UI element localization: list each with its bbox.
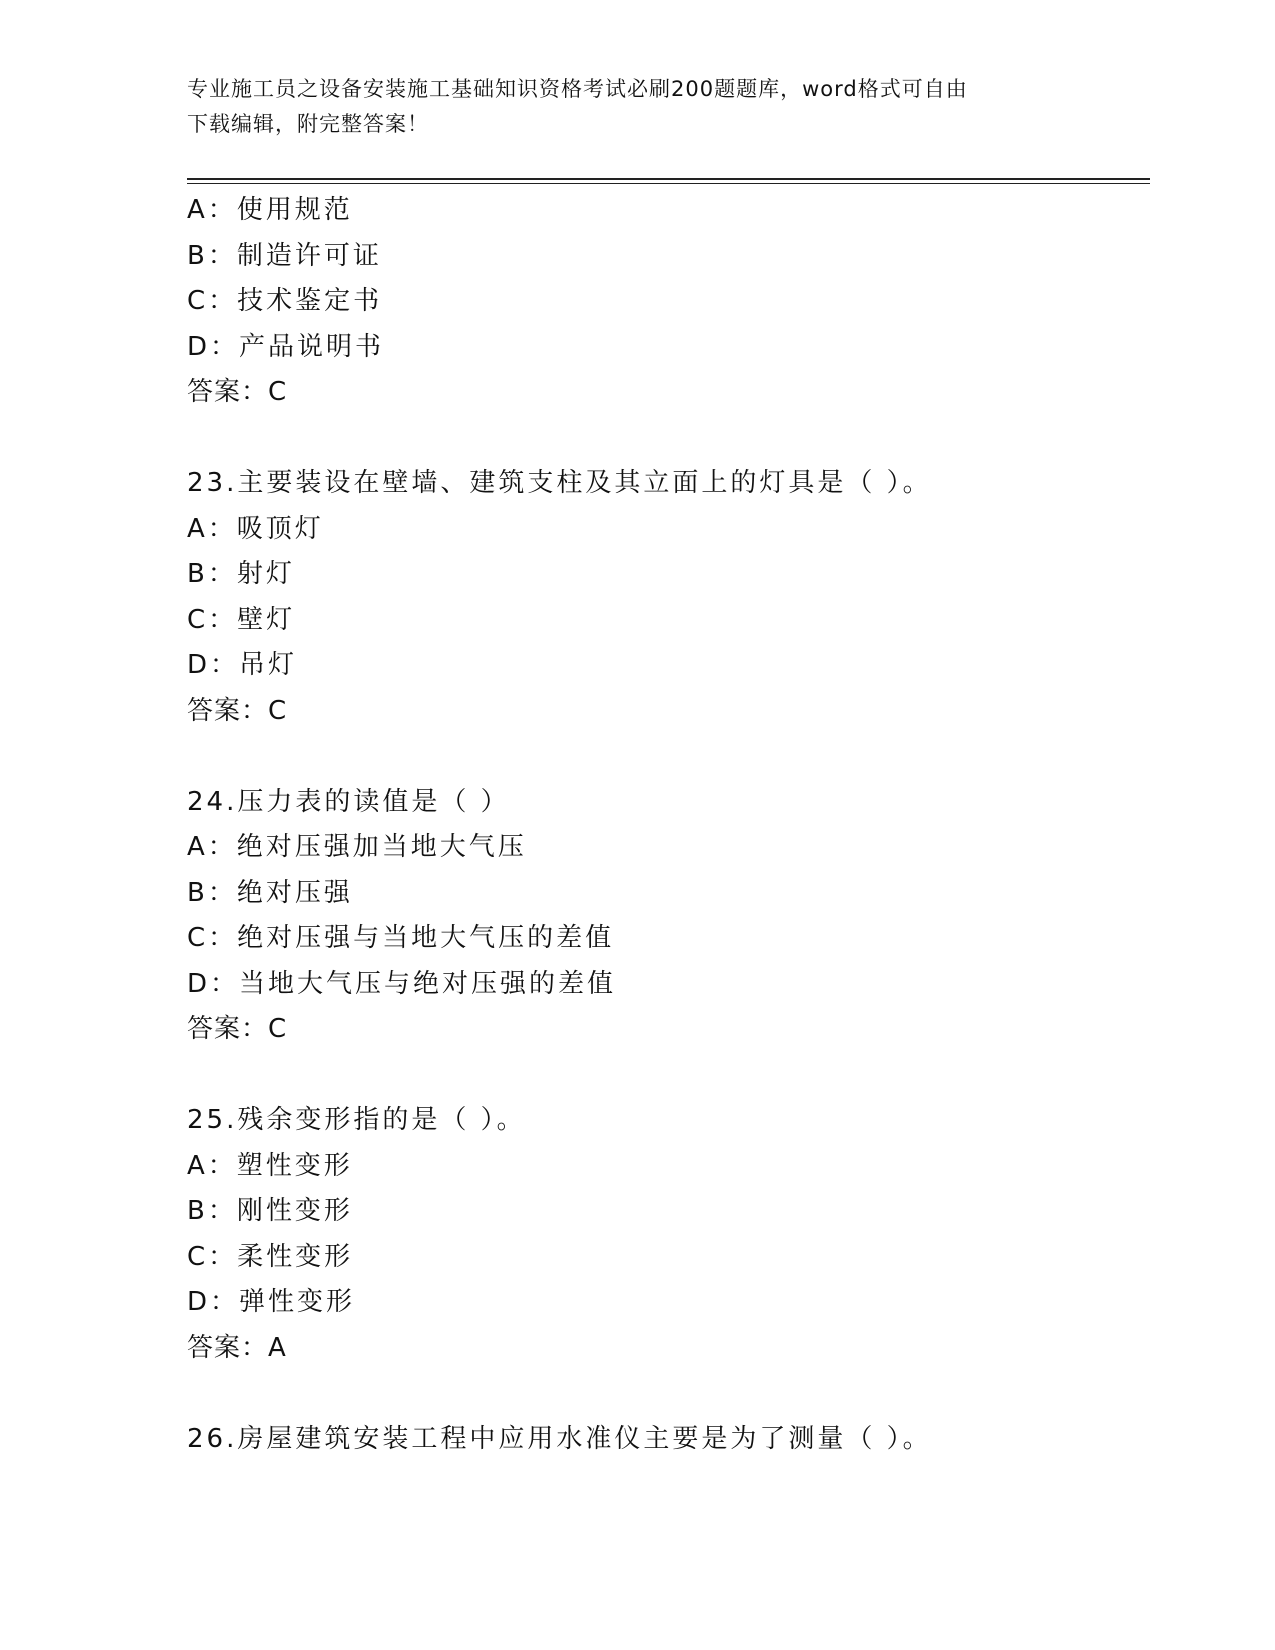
spacer — [187, 416, 1147, 462]
header-divider-thick — [187, 178, 1150, 180]
q24-option-c: C：绝对压强与当地大气压的差值 — [187, 923, 615, 953]
header-title-line-1: 专业施工员之设备安装施工基础知识资格考试必刷200题题库，word格式可自由 — [187, 77, 968, 101]
q23-option-c: C：壁灯 — [187, 604, 296, 635]
header-title-line-2: 下载编辑，附完整答案！ — [187, 112, 429, 136]
q25-option-c: C：柔性变形 — [187, 1241, 354, 1272]
q24-option-a: A：绝对压强加当地大气压 — [187, 832, 527, 862]
q25-option-b: B：刚性变形 — [187, 1196, 353, 1226]
spacer — [187, 734, 1147, 780]
q26-stem: 26.房屋建筑安装工程中应用水准仪主要是为了测量（ ）。 — [187, 1423, 932, 1454]
q24-answer: 答案：C — [187, 1014, 288, 1044]
q23-stem: 23.主要装设在壁墙、建筑支柱及其立面上的灯具是（ ）。 — [187, 468, 932, 498]
document-header — [187, 72, 1067, 142]
question-list — [187, 188, 1147, 1462]
q22-option-d: D：产品说明书 — [187, 331, 385, 362]
q22-answer: 答案：C — [187, 377, 288, 407]
q22-option-c: C：技术鉴定书 — [187, 286, 383, 316]
q24-option-b: B：绝对压强 — [187, 877, 353, 908]
q24-stem: 24.压力表的读值是（ ） — [187, 786, 510, 817]
q22-option-a: A：使用规范 — [187, 195, 353, 225]
q24-option-d: D：当地大气压与绝对压强的差值 — [187, 968, 617, 999]
q23-option-d: D：吊灯 — [187, 650, 298, 680]
q25-option-a: A：塑性变形 — [187, 1150, 353, 1181]
spacer — [187, 1053, 1147, 1099]
spacer — [187, 1371, 1147, 1417]
q23-answer: 答案：C — [187, 695, 288, 726]
q22-option-b: B：制造许可证 — [187, 240, 382, 271]
q25-answer: 答案：A — [187, 1332, 287, 1363]
q23-option-a: A：吸顶灯 — [187, 513, 324, 544]
q25-stem: 25.残余变形指的是（ ）。 — [187, 1105, 526, 1135]
q25-option-d: D：弹性变形 — [187, 1287, 356, 1317]
q23-option-b: B：射灯 — [187, 559, 295, 589]
header-divider-thin — [187, 183, 1150, 184]
